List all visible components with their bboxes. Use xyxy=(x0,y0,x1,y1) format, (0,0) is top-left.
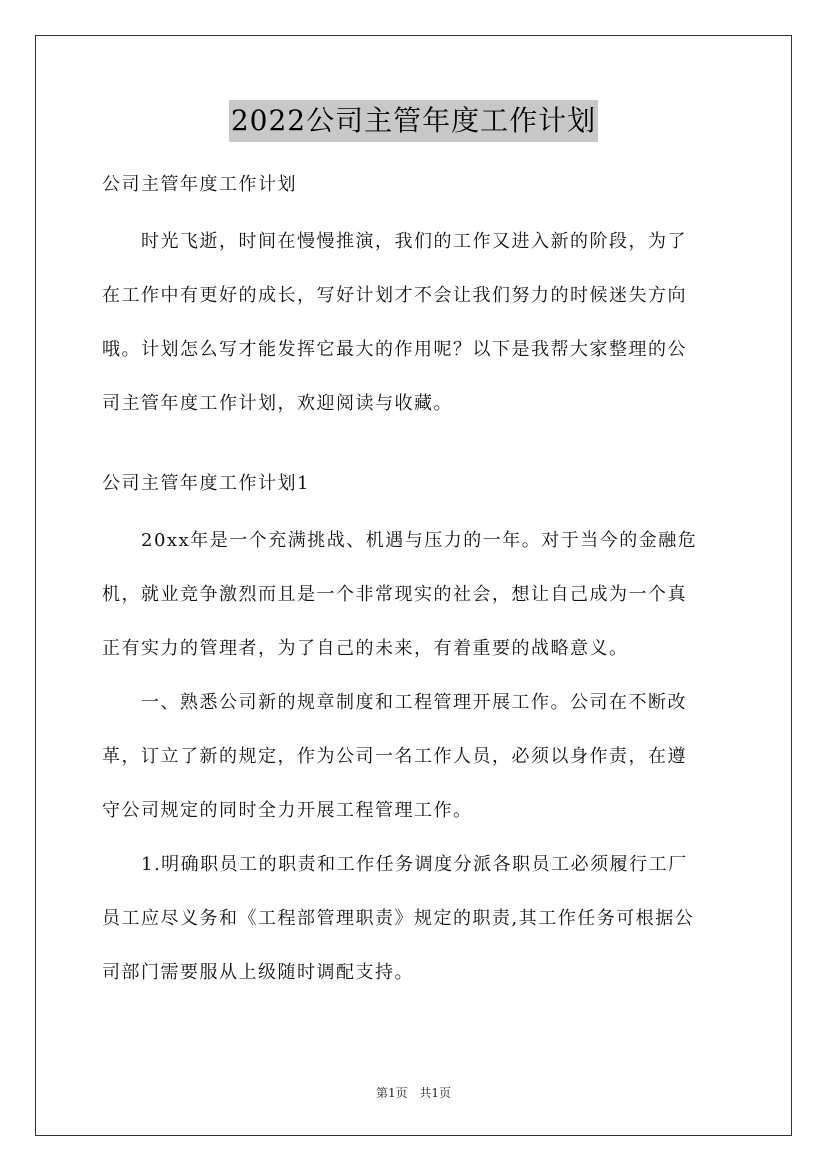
page-total: 共1页 xyxy=(419,1086,452,1100)
paragraph-line: 20xx年是一个充满挑战、机遇与压力的一年。对于当今的金融危 xyxy=(102,530,698,551)
paragraph-line: 正有实力的管理者，为了自己的未来，有着重要的战略意义。 xyxy=(102,638,629,659)
document-body xyxy=(102,170,726,1000)
intro-line: 司主管年度工作计划，欢迎阅读与收藏。 xyxy=(102,393,453,414)
paragraph-line: 一、熟悉公司新的规章制度和工程管理开展工作。公司在不断改 xyxy=(102,692,687,713)
paragraph-line: 1.明确职员工的职责和工作任务调度分派各职员工必须履行工厂 xyxy=(102,854,688,875)
paragraph-line: 守公司规定的同时全力开展工程管理工作。 xyxy=(102,800,473,821)
paragraph-line: 机，就业竞争激烈而且是一个非常现实的社会，想让自己成为一个真 xyxy=(102,584,687,605)
section1-paragraph-1 xyxy=(102,514,726,676)
page-footer xyxy=(0,1084,827,1101)
title-container xyxy=(0,100,827,142)
intro-line: 时光飞逝，时间在慢慢推演，我们的工作又进入新的阶段，为了 xyxy=(102,231,687,252)
document-title: 2022公司主管年度工作计划 xyxy=(229,100,598,142)
spacer xyxy=(102,431,726,469)
intro-line: 在工作中有更好的成长，写好计划才不会让我们努力的时候迷失方向 xyxy=(102,285,687,306)
paragraph-line: 员工应尽义务和《工程部管理职责》规定的职责,其工作任务可根据公 xyxy=(102,908,695,929)
paragraph-line: 革，订立了新的规定，作为公司一名工作人员，必须以身作责，在遵 xyxy=(102,746,687,767)
section-heading: 公司主管年度工作计划1 xyxy=(102,473,310,494)
section1-paragraph-3 xyxy=(102,838,726,1000)
paragraph-line: 司部门需要服从上级随时调配支持。 xyxy=(102,962,414,983)
section1-paragraph-2 xyxy=(102,676,726,838)
subtitle: 公司主管年度工作计划 xyxy=(102,174,297,195)
intro-paragraph xyxy=(102,215,726,431)
page-number: 第1页 xyxy=(375,1086,408,1100)
intro-line: 哦。计划怎么写才能发挥它最大的作用呢？以下是我帮大家整理的公 xyxy=(102,339,687,360)
